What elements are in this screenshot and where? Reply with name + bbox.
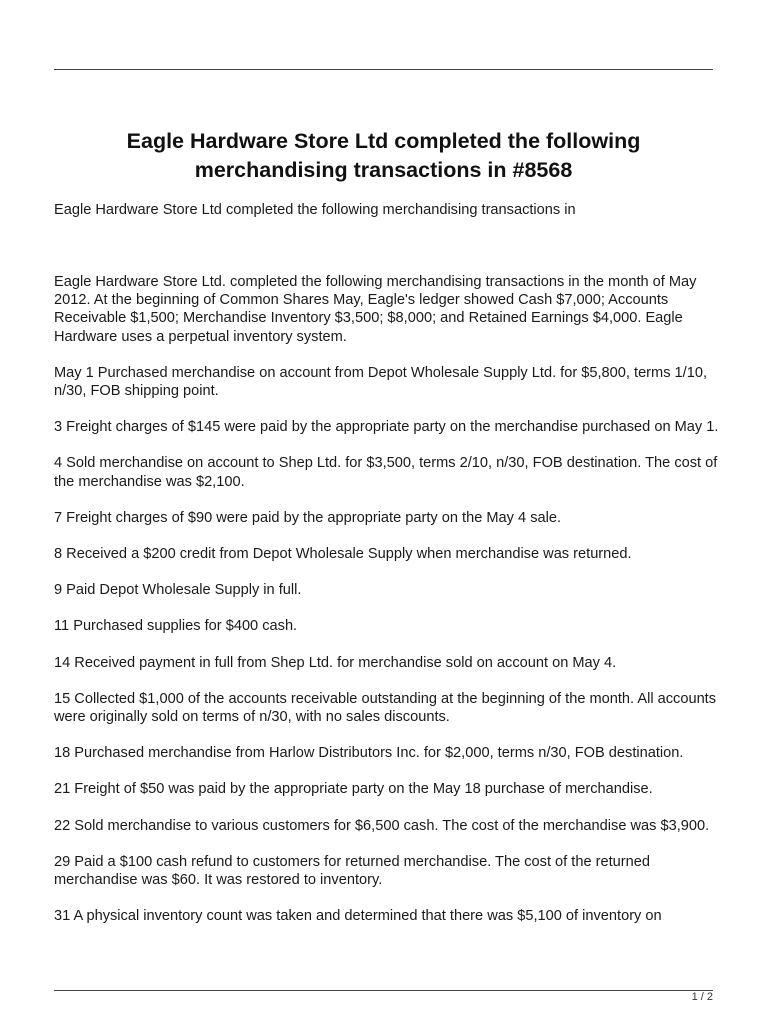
paragraph-may-7: 7 Freight charges of $90 were paid by the appropriate party on the May 4 sale.	[54, 509, 562, 526]
paragraph-may-4: 4 Sold merchandise on account to Shep Ltd. for $3,500, terms 2/10, n/30, FOB destination. The cost of the merchandise was $2,100.	[54, 455, 718, 490]
paragraph-may-14: 14 Received payment in full from Shep Ltd. for merchandise sold on account on May 4.	[54, 654, 617, 671]
page-number: 1 / 2	[691, 991, 713, 1003]
paragraph-may-31: 31 A physical inventory count was taken and determined that there was $5,100 of inventory on	[54, 908, 662, 925]
paragraph-may-9: 9 Paid Depot Wholesale Supply in full.	[54, 582, 302, 599]
paragraph-may-3: 3 Freight charges of $145 were paid by the appropriate party on the merchandise purchased on May 1.	[54, 419, 719, 436]
paragraph-may-29: 29 Paid a $100 cash refund to customers for returned merchandise. The cost of the returned merchandise was $60. It was restored to inventory.	[54, 853, 650, 889]
paragraph-may-21: 21 Freight of $50 was paid by the appropriate party on the May 18 purchase of merchandise.	[54, 781, 653, 798]
paragraph-intro: Eagle Hardware Store Ltd. completed the following merchandising transactions in the month of May 2012. At the beginning of Common Shares May, Eagle's ledger showed Cash $7,000; Accounts Receivable $1,500; Merchandise Inventory $3,500; $8,000; and Retained Earnings $4,000. Eagle Hardware uses a perpetual inventory system.	[54, 274, 697, 345]
paragraph-may-22: 22 Sold merchandise to various customers for $6,500 cash. The cost of the merchandise was $3,900.	[54, 817, 710, 834]
paragraph-may-1: May 1 Purchased merchandise on account from Depot Wholesale Supply Ltd. for $5,800, terms 1/10, n/30, FOB shipping point.	[54, 364, 708, 400]
document-title: Eagle Hardware Store Ltd completed the following merchandising transactions in #8568	[126, 129, 641, 182]
document-body	[54, 273, 719, 943]
paragraph-may-11: 11 Purchased supplies for $400 cash.	[54, 618, 298, 635]
header-rule	[54, 69, 713, 70]
paragraph-may-18: 18 Purchased merchandise from Harlow Distributors Inc. for $2,000, terms n/30, FOB destination.	[54, 745, 684, 762]
paragraph-may-8: 8 Received a $200 credit from Depot Wholesale Supply when merchandise was returned.	[54, 546, 632, 563]
paragraph-may-15: 15 Collected $1,000 of the accounts receivable outstanding at the beginning of the month. All accounts were originally sold on terms of n/30, with no sales discounts.	[54, 690, 717, 726]
document-subtitle: Eagle Hardware Store Ltd completed the following merchandising transactions in	[54, 202, 576, 218]
